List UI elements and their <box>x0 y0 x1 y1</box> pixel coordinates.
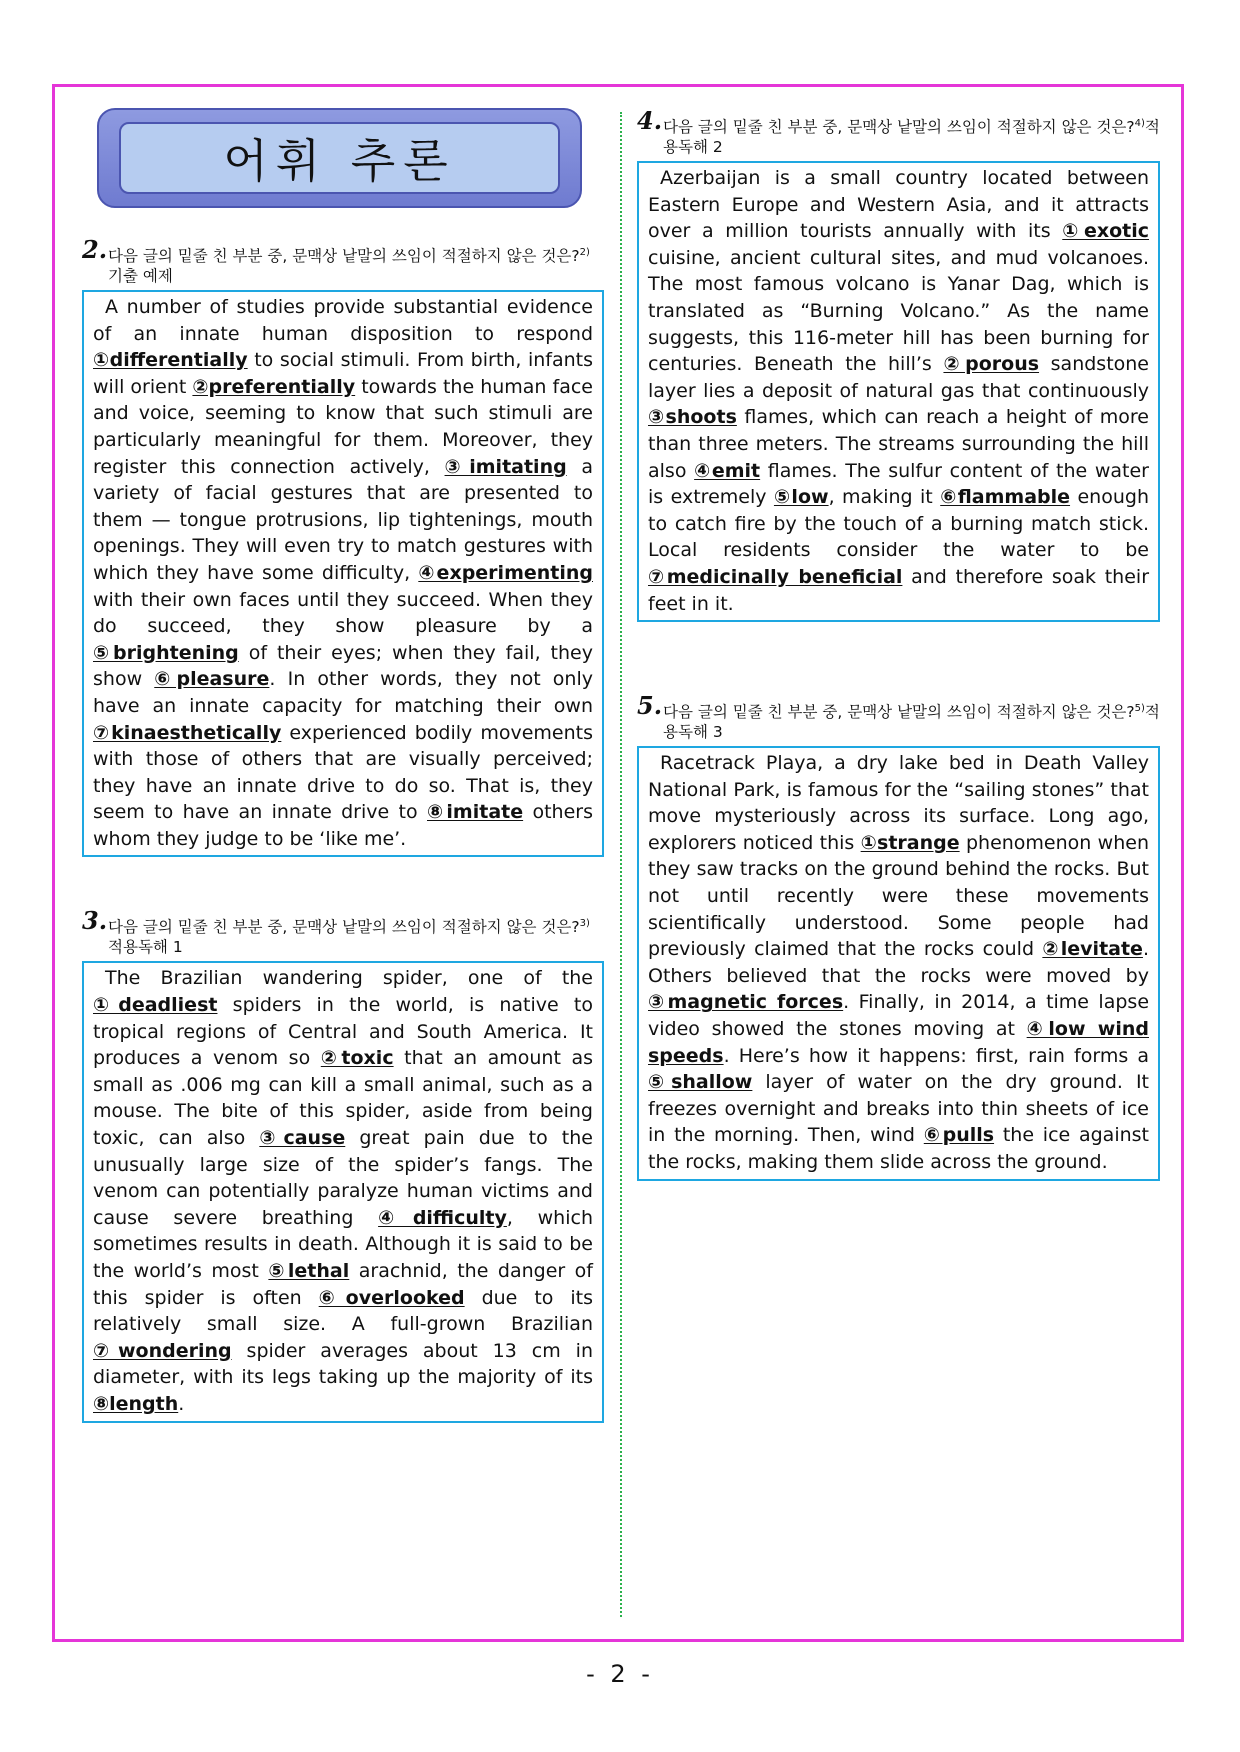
question-4 <box>637 106 1160 622</box>
underlined-word: ⑦kinaesthetically <box>93 721 282 744</box>
underlined-word: ⑥pleasure <box>154 668 270 691</box>
footnote-mark: 2) <box>579 246 590 258</box>
underlined-word: ④difficulty <box>378 1206 507 1229</box>
underlined-word: ②preferentially <box>192 375 356 398</box>
title-banner <box>97 108 582 208</box>
underlined-word: ⑧length <box>93 1392 179 1415</box>
underlined-word: ⑦medicinally beneficial <box>648 565 903 588</box>
question-source: 기출 예제 <box>108 267 173 285</box>
right-column <box>637 106 1160 1181</box>
question-5 <box>637 691 1160 1181</box>
question-prompt: 다음 글의 밑줄 친 부분 중, 문맥상 낱말의 쓰임이 적절하지 않은 것은? <box>108 918 580 937</box>
question-source: 적용독해 3 <box>663 703 1160 742</box>
question-prompt: 다음 글의 밑줄 친 부분 중, 문맥상 낱말의 쓰임이 적절하지 않은 것은? <box>663 703 1135 722</box>
question-3 <box>82 906 604 1422</box>
underlined-word: ②porous <box>943 353 1040 376</box>
underlined-word: ③shoots <box>648 406 737 429</box>
page-number: - 2 - <box>586 1660 654 1688</box>
question-prompt: 다음 글의 밑줄 친 부분 중, 문맥상 낱말의 쓰임이 적절하지 않은 것은? <box>663 118 1135 136</box>
passage-box: The Brazilian wandering spider, one of the ①deadliest spiders in the world, is native to tropical regions of Central and South America. It produces a venom so ②toxic that an amount as small as .006 mg can kill a small animal, such as a mouse. The bite of this spider, aside from being toxic, can also ③cause great pain due to the unusually large size of the spider’s fangs. The venom can potentially paralyze human victims and cause severe breathing ④difficulty, which sometimes results in death. Although it is said to be the world’s most ⑤lethal arachnid, the danger of this spider is often ⑥overlooked due to its relatively small size. A full-grown Brazilian ⑦wondering spider averages about 13 cm in diameter, with its legs taking up the majority of its ⑧length. <box>82 961 604 1422</box>
question-number: 3. <box>82 906 108 936</box>
passage-box: A number of studies provide substantial evidence of an innate human disposition to respond ①differentially to social stimuli. From birth, infants will orient ②preferentially towards the human face and voice, seeming to know that such stimuli are particularly meaningful for them. Moreover, they register this connection actively, ③imitating a variety of facial gestures that are presented to them — tongue protrusions, lip tightenings, mouth openings. They will even try to match gestures with which they have some difficulty, ④experimenting with their own faces until they succeed. When they do succeed, they show pleasure by a ⑤brightening of their eyes; when they fail, they show ⑥pleasure. In other words, they not only have an innate capacity for matching their own ⑦kinaesthetically experienced bodily movements with those of others that are visually perceived; they have an innate drive to do so. That is, they seem to have an innate drive to ⑧imitate others whom they judge to be ‘like me’. <box>82 290 604 857</box>
underlined-word: ④emit <box>694 459 761 482</box>
underlined-word: ③imitating <box>444 455 567 478</box>
page-title: 어휘 추론 <box>223 134 456 188</box>
underlined-word: ①deadliest <box>93 994 218 1017</box>
question-2 <box>82 235 604 857</box>
question-header <box>637 691 1160 742</box>
underlined-word: ⑥pulls <box>923 1124 995 1147</box>
underlined-word: ⑥overlooked <box>318 1286 465 1309</box>
underlined-word: ①differentially <box>93 349 248 372</box>
underlined-word: ⑤brightening <box>93 641 239 664</box>
question-number: 5. <box>637 691 663 721</box>
underlined-word: ⑤low <box>773 486 829 509</box>
underlined-word: ④low wind speeds <box>648 1018 1149 1067</box>
question-header <box>82 235 604 286</box>
passage-box: Azerbaijan is a small country located between Eastern Europe and Western Asia, and it attracts over a million tourists annually with its ①exotic cuisine, ancient cultural sites, and mud volcanoes. The most famous volcano is Yanar Dag, which is translated as “Burning Volcano.” As the name suggests, this 116-meter hill has been burning for centuries. Beneath the hill’s ②porous sandstone layer lies a deposit of natural gas that continuously ③shoots flames, which can reach a height of more than three meters. The streams surrounding the hill also ④emit flames. The sulfur content of the water is extremely ⑤low, making it ⑥flammable enough to catch fire by the touch of a burning match stick. Local residents consider the water to be ⑦medicinally beneficial and therefore soak their feet in it. <box>637 161 1160 622</box>
underlined-word: ①exotic <box>1062 220 1150 243</box>
footnote-mark: 3) <box>579 918 590 930</box>
underlined-word: ④experimenting <box>418 561 593 584</box>
underlined-word: ②toxic <box>320 1047 394 1070</box>
underlined-word: ⑧imitate <box>427 801 524 824</box>
underlined-word: ③cause <box>259 1127 346 1150</box>
underlined-word: ③magnetic forces <box>648 991 844 1014</box>
question-number: 4. <box>637 106 663 135</box>
underlined-word: ⑦wondering <box>93 1339 232 1362</box>
question-source: 적용독해 2 <box>663 118 1160 156</box>
footnote-mark: 5) <box>1134 702 1145 714</box>
question-header <box>82 906 604 957</box>
underlined-word: ⑤lethal <box>268 1260 350 1282</box>
column-divider <box>620 112 622 1617</box>
underlined-word: ②levitate <box>1042 938 1143 961</box>
question-header <box>637 106 1160 157</box>
question-prompt: 다음 글의 밑줄 친 부분 중, 문맥상 낱말의 쓰임이 적절하지 않은 것은? <box>108 247 580 265</box>
question-number: 2. <box>82 235 108 264</box>
question-source: 적용독해 1 <box>108 938 183 957</box>
underlined-word: ①strange <box>860 831 960 854</box>
passage-box: Racetrack Playa, a dry lake bed in Death Valley National Park, is famous for the “sailing stones” that move mysteriously across its surface. Long ago, explorers noticed this ①strange phenomenon when they saw tracks on the ground behind the rocks. But not until recently were these movements scientifically understood. Some people had previously claimed that the rocks could ②levitate. Others believed that the rocks were moved by ③magnetic forces. Finally, in 2014, a time lapse video showed the stones moving at ④low wind speeds. Here’s how it happens: first, rain forms a ⑤shallow layer of water on the dry ground. It freezes overnight and breaks into thin sheets of ice in the morning. Then, wind ⑥pulls the ice against the rocks, making them slide across the ground. <box>637 746 1160 1181</box>
underlined-word: ⑤shallow <box>648 1071 753 1094</box>
underlined-word: ⑥flammable <box>940 486 1071 509</box>
title-banner-inner <box>119 122 560 194</box>
footnote-mark: 4) <box>1134 117 1145 129</box>
left-column <box>82 108 604 1423</box>
